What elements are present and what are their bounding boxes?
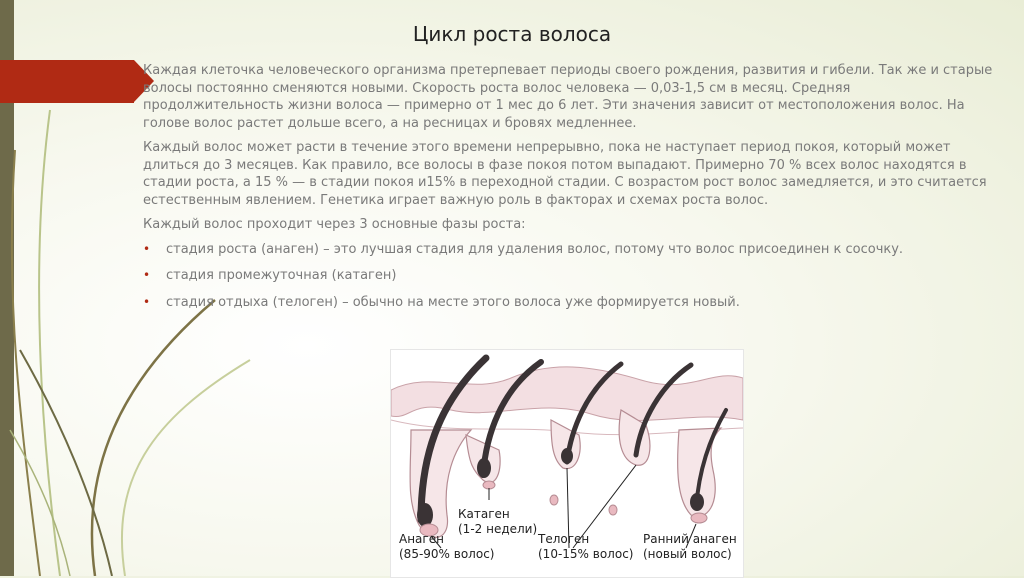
list-item — [143, 241, 993, 259]
phase-list — [143, 241, 993, 312]
label-catagen — [458, 507, 537, 537]
slide-body — [143, 62, 993, 320]
bullet-icon: • — [143, 294, 151, 309]
bullet-text-catagen: стадия промежуточная (катаген) — [166, 268, 397, 283]
slide-title: Цикл роста волоса — [412, 22, 612, 46]
label-early-anagen-note: (новый волос) — [643, 547, 732, 561]
bullet-icon: • — [143, 241, 151, 256]
list-item — [143, 267, 993, 285]
bullet-icon: • — [143, 268, 151, 282]
accent-arrow-tab — [0, 60, 134, 103]
label-anagen-title: Анаген — [399, 532, 444, 546]
label-catagen-title: Катаген — [458, 507, 510, 521]
paragraph-3: Каждый волос проходит через 3 основные фазы роста: — [143, 217, 526, 232]
bullet-text-anagen: стадия роста (анаген) – это лучшая стадия для удаления волос, потому что волос присоединен к сосочку. — [166, 241, 904, 257]
hair-cycle-illustration — [390, 349, 744, 578]
label-anagen-note: (85-90% волос) — [399, 547, 495, 561]
label-catagen-note: (1-2 недели) — [458, 522, 538, 536]
paragraph-1: Каждая клеточка человеческого организма претерпевает периоды своего рождения, развития и гибели. Так же и старые волосы постоянно сменяются новыми. Скорость роста волос человека — 0,03-1,5 см в месяц. Средняя продолжительность жизни волоса — примерно от 1 мес до 6 лет. Эти значения зависит от местоположения волос. На голове волос растет дольше всего, а на ресницах и бровях медленнее. — [143, 63, 993, 131]
paragraph-2: Каждый волос может расти в течение этого времени непрерывно, пока не наступает период покоя, который может длиться до 3 месяцев. Как правило, все волосы в фазе покоя потом выпадают. Примерно 70 % всех волос находятся в стадии роста, а 15 % — в стадии покоя и15% в переходной стадии. С возрастом рост волос замедляется, и это считается естественным явлением. Генетика играет важную роль в факторах и схемах роста волос. — [143, 140, 987, 208]
list-item — [143, 294, 993, 312]
label-telogen-note: (10-15% волос) — [538, 547, 634, 561]
bullet-text-telogen: стадия отдыха (телоген) – обычно на месте этого волоса уже формируется новый. — [166, 294, 740, 310]
label-telogen — [538, 532, 633, 562]
label-telogen-title: Телоген — [538, 532, 590, 546]
label-early-anagen-title: Ранний анаген — [643, 532, 737, 546]
label-early-anagen — [643, 532, 737, 562]
